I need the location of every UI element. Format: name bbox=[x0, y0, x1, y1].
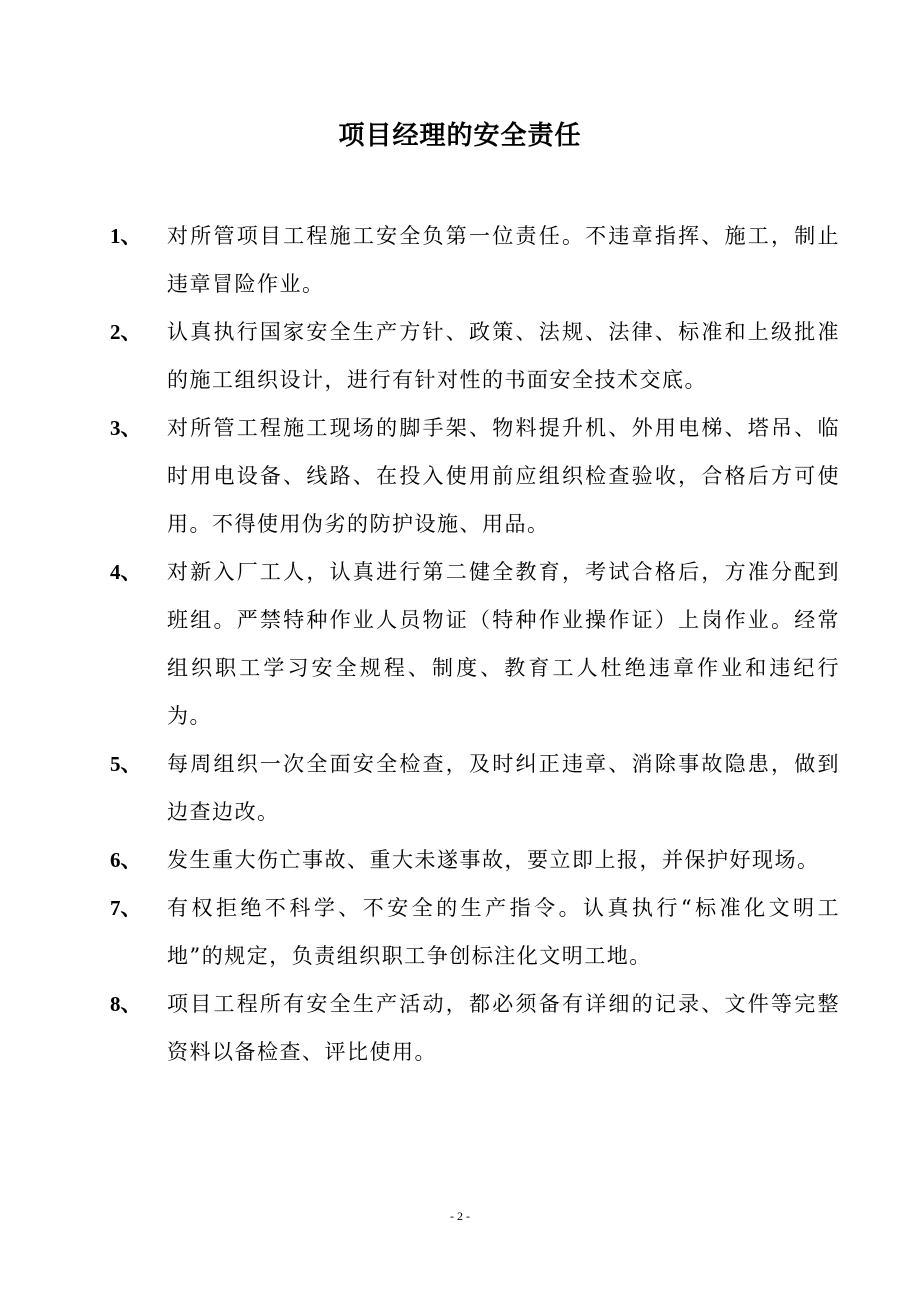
item-number: 8、 bbox=[110, 992, 142, 1016]
item-number: 6、 bbox=[110, 848, 142, 872]
item-text: 对所管工程施工现场的脚手架、物料提升机、外用电梯、塔吊、临时用电设备、线路、在投入使用前应组织检查验收，合格后方可使用。不得使用伪劣的防护设施、用品。 bbox=[167, 416, 840, 536]
list-item bbox=[110, 740, 840, 836]
item-text: 发生重大伤亡事故、重大未遂事故，要立即上报，并保护好现场。 bbox=[167, 848, 820, 872]
list-item bbox=[110, 212, 840, 308]
item-number: 7、 bbox=[110, 896, 142, 920]
item-text: 对新入厂工人，认真进行第二健全教育，考试合格后，方准分配到班组。严禁特种作业人员物证（特种作业操作证）上岗作业。经常组织职工学习安全规程、制度、教育工人杜绝违章作业和违纪行为。 bbox=[167, 560, 840, 728]
item-number: 5、 bbox=[110, 752, 142, 776]
item-text: 每周组织一次全面安全检查，及时纠正违章、消除事故隐患，做到边查边改。 bbox=[167, 752, 840, 824]
page-title: 项目经理的安全责任 bbox=[338, 121, 582, 151]
item-number: 2、 bbox=[110, 320, 142, 344]
item-text: 有权拒绝不科学、不安全的生产指令。认真执行“标准化文明工地”的规定，负责组织职工争创标注化文明工地。 bbox=[167, 896, 840, 968]
item-text: 项目工程所有安全生产活动，都必须备有详细的记录、文件等完整资料以备检查、评比使用。 bbox=[167, 992, 840, 1064]
list-item bbox=[110, 404, 840, 548]
item-text: 对所管项目工程施工安全负第一位责任。不违章指挥、施工，制止违章冒险作业。 bbox=[167, 224, 840, 296]
item-number: 1、 bbox=[110, 224, 142, 248]
list-item bbox=[110, 980, 840, 1076]
item-number: 4、 bbox=[110, 560, 142, 584]
item-text: 认真执行国家安全生产方针、政策、法规、法律、标准和上级批准的施工组织设计，进行有针对性的书面安全技术交底。 bbox=[167, 320, 840, 392]
list-item bbox=[110, 884, 840, 980]
item-number: 3、 bbox=[110, 416, 142, 440]
responsibility-list bbox=[110, 212, 840, 1076]
list-item bbox=[110, 308, 840, 404]
list-item bbox=[110, 548, 840, 740]
list-item bbox=[110, 836, 840, 884]
page-number: - 2 - bbox=[450, 1209, 470, 1223]
